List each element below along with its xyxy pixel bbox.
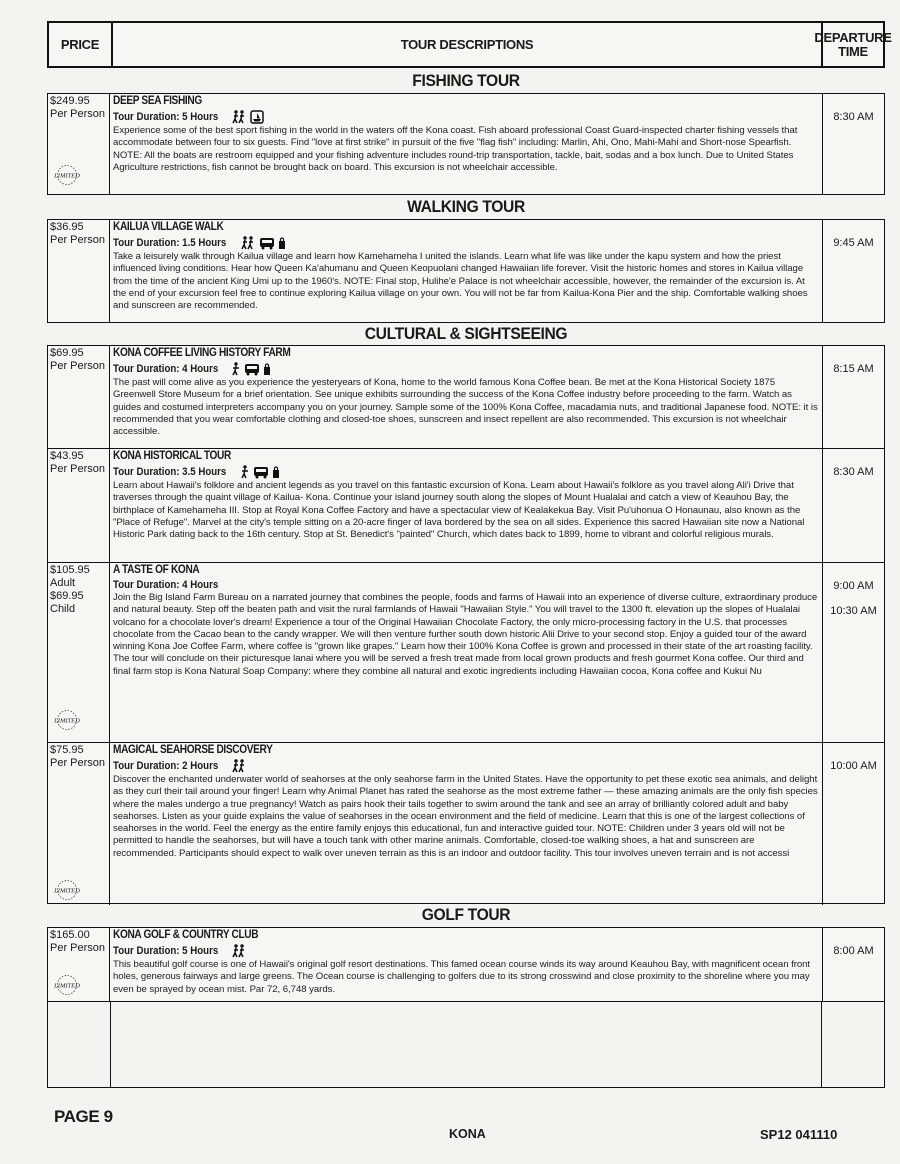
departure-cell — [822, 743, 884, 905]
section-title-walking: WALKING TOUR — [407, 197, 525, 216]
price-cell — [48, 220, 110, 322]
departure-time: 9:45 AM — [833, 237, 874, 249]
walking-icon — [231, 110, 247, 124]
tour-title: KONA HISTORICAL TOUR — [113, 450, 231, 462]
header-descriptions: TOUR DESCRIPTIONS — [113, 23, 823, 66]
golf-section — [47, 927, 885, 1002]
tour-row-kona-historical — [48, 448, 884, 562]
cultural-section — [47, 345, 885, 904]
tour-row-kona-coffee-farm — [48, 346, 884, 448]
bag-icon — [272, 465, 280, 479]
departure-cell — [822, 449, 884, 562]
departure-time: 9:00 AM — [833, 580, 874, 592]
section-title-cultural: CULTURAL & SIGHTSEEING — [364, 324, 568, 343]
departure-time: 10:00 AM — [830, 760, 877, 772]
duration-text: Tour Duration: 2 Hours — [113, 760, 219, 772]
tour-row-golf — [48, 928, 884, 1001]
limited-badge-text: LIMITED — [54, 717, 80, 725]
price-note: Per Person — [50, 942, 106, 954]
limited-badge-icon — [52, 879, 82, 901]
walking-icon — [231, 944, 247, 958]
bus-icon — [244, 362, 260, 376]
tour-description: Discover the enchanted underwater world of seahorses at the only seahorse farm in the United States. Have the opportunity to pet these exotic sea animals, and delight as they curl their tail around your finger! Learn why Animal Planet has rated the seahorse as the most extreme father — these amazing animals are the only fish species where the males undergo a true pregnancy! Watch as pairs hook their tails together to swim around the tank and see an array of brilliantly colored adult and baby seahorses. Listen as your guide explains the value of seahorses in the ocean environment and the field of medicine. Learn that this is one of the largest collections of seahorses in the world. Feel the energy as the entire family enjoys this educational, fun and interactive guided tour. NOTE: Children under 3 years old will not be permitted to handle the seahorses, but will have a touch tank with other marine animals. Comfortable, closed-toe walking shoes, a hat and sunscreen are recommended. Participants should expect to walk over uneven terrain as this is an indoor and outdoor facility. This tour involves uneven terrain and is not accessi — [113, 774, 818, 859]
price-cell — [48, 94, 110, 194]
bus-icon — [259, 236, 275, 250]
description-cell — [110, 346, 822, 448]
departure-cell — [822, 563, 884, 742]
duration-text: Tour Duration: 1.5 Hours — [113, 237, 227, 249]
tour-row-kailua-village-walk — [48, 220, 884, 322]
limited-badge-icon — [52, 164, 82, 186]
price-note: Per Person — [50, 360, 106, 372]
price-cell — [48, 563, 110, 742]
price-note: Per Person — [50, 463, 106, 475]
departure-cell — [822, 94, 884, 194]
tour-title: KONA COFFEE LIVING HISTORY FARM — [113, 347, 291, 359]
tour-title: KONA GOLF & COUNTRY CLUB — [113, 929, 259, 941]
empty-table-area — [47, 1002, 885, 1088]
description-cell — [110, 743, 822, 905]
limited-badge-icon — [52, 709, 82, 731]
walking-icon — [231, 362, 241, 376]
column-divider — [110, 1002, 111, 1087]
duration-text: Tour Duration: 5 Hours — [113, 111, 219, 123]
tour-duration — [113, 362, 819, 376]
departure-cell — [822, 928, 884, 1001]
catalog-code: SP12 041110 — [760, 1127, 838, 1142]
duration-text: Tour Duration: 4 Hours — [113, 579, 219, 591]
price-cell — [48, 346, 110, 448]
price-note-child: Child — [50, 603, 76, 615]
walking-section — [47, 219, 885, 323]
price-child: $69.95 — [50, 590, 84, 602]
fishing-section — [47, 93, 885, 195]
price: $43.95 — [50, 450, 84, 462]
price: $36.95 — [50, 221, 84, 233]
duration-text: Tour Duration: 5 Hours — [113, 945, 219, 957]
tour-description: Join the Big Island Farm Bureau on a narrated journey that combines the people, foods and farms of Hawaii into an experience of diverse culture, extraordinary produce and natural beauty. Step off the beaten path and visit the rural farmlands of Hawaii "Hawaiian Style." You will travel to the 1300 ft. elevation up the slopes of Hualalai volcano for a chocolate lover's dream! Experience a tour of the Original Hawaiian Chocolate Factory, the only micro-processing factory in the U.S. that processes chocolate from the Cacao bean to the candy wrapper. We will then venture further south down historic Alii Drive to your second stop. Enjoy a guided tour of the award winning Kona Joe Coffee Farm, where coffee is "grown like grapes." Learn how their 100% Kona Coffee is grown and processed in their state of the art roasting facility. The tour will conclude on their picturesque lanai where you will be served a fresh treat made from local grown products and fresh gourmet Kona coffee. Our third and final farm stop is Kona Natural Soap Company: where they combine all natural and exotic ingredients including Hawaiian cocoa, Kona coffee and Kukui Nu — [113, 592, 818, 677]
section-title-fishing: FISHING TOUR — [412, 71, 520, 90]
tour-row-taste-of-kona — [48, 562, 884, 742]
description-cell — [110, 220, 822, 322]
price-adult: $105.95 — [50, 564, 90, 576]
description-cell — [110, 563, 822, 742]
price: $75.95 — [50, 744, 84, 756]
tour-title: MAGICAL SEAHORSE DISCOVERY — [113, 744, 273, 756]
departure-time: 8:30 AM — [833, 466, 874, 478]
departure-time: 8:15 AM — [833, 363, 874, 375]
price: $165.00 — [50, 929, 90, 941]
departure-time: 8:30 AM — [833, 111, 874, 123]
page-number: PAGE 9 — [54, 1107, 113, 1126]
departure-cell — [822, 220, 884, 322]
description-cell — [110, 928, 822, 1001]
price-note: Per Person — [50, 108, 106, 120]
header-price: PRICE — [49, 23, 113, 66]
bus-icon — [253, 465, 269, 479]
tour-duration — [113, 465, 819, 479]
duration-text: Tour Duration: 4 Hours — [113, 363, 219, 375]
departure-time: 8:00 AM — [833, 945, 874, 957]
duration-text: Tour Duration: 3.5 Hours — [113, 466, 227, 478]
port-name: KONA — [449, 1127, 486, 1141]
limited-badge-text: LIMITED — [54, 982, 80, 990]
departure-cell — [822, 346, 884, 448]
tour-row-seahorse — [48, 742, 884, 905]
column-divider — [821, 1002, 822, 1087]
price-note-adult: Adult — [50, 577, 76, 589]
departure-time-2: 10:30 AM — [830, 605, 877, 617]
boat-icon — [250, 110, 264, 124]
tour-duration — [113, 579, 819, 591]
tour-duration — [113, 944, 819, 958]
tour-title: DEEP SEA FISHING — [113, 95, 202, 107]
description-cell — [110, 449, 822, 562]
tour-duration — [113, 236, 819, 250]
price-cell — [48, 449, 110, 562]
tour-title: A TASTE OF KONA — [113, 564, 200, 576]
tour-description: Take a leisurely walk through Kailua village and learn how Kamehameha I united the islands. Learn what life was like under the kapu system and how the priest influenced living conditions. Hear how Queen Ka'ahumanu and Queen Keopuolani changed Hawaiian life forever. Visit the historic homes and stores in Kailua village from the time of the ancient King Umi up to the 1960's. NOTE: Final stop, Hulihe'e Palace is not wheelchair accessible, however, the remainder of the excursion is. At the end of your excursion feel free to continue exploring Kailua village on your own. You will not be far from Kailua-Kona Pier and the ship. Comfortable walking shoes and sunscreen are recommended. — [113, 251, 808, 312]
price-note: Per Person — [50, 234, 106, 246]
price: $249.95 — [50, 95, 90, 107]
limited-badge-text: LIMITED — [54, 887, 80, 895]
limited-badge-icon — [52, 974, 82, 996]
tour-duration — [113, 759, 819, 773]
price-cell — [48, 928, 110, 1001]
walking-icon — [231, 759, 247, 773]
section-title-golf: GOLF TOUR — [421, 905, 511, 924]
bag-icon — [278, 236, 286, 250]
tour-description: The past will come alive as you experience the yesteryears of Kona, home to the world famous Kona Coffee bean. Be met at the Kona Historical Society 1875 Greenwell Store Museum for a brief orientation. See unique exhibits surrounding the success of the Kona Coffee industry before proceeding to the farm. Watch as guides and costumed interpreters accompany you on your journey. Sample some of the 100% Kona Coffee, macadamia nuts, and traditional Japanese food. NOTE: it is recommended that you wear comfortable clothing and closed-toe shoes, sunscreen and insect repellent are also recommended. This excursion is not wheelchair accessible. — [113, 377, 818, 438]
price-note: Per Person — [50, 757, 106, 769]
tour-duration — [113, 110, 819, 124]
price-cell — [48, 743, 110, 905]
tour-description: This beautiful golf course is one of Hawaii's original golf resort destinations. This famed ocean course winds its way around Keauhou Bay, with magnificent ocean front holes, generous fairways and large greens. The Ocean course is challenging to golfers due to its strong crosswind and close proximity to the shoreline where you may even be sprayed by ocean mist. Par 72, 6,748 yards. — [113, 959, 811, 995]
table-header — [47, 21, 892, 68]
header-departure-time: DEPARTURE TIME — [814, 29, 892, 59]
tour-description: Experience some of the best sport fishing in the world in the waters off the Kona coast. Fish aboard professional Coast Guard-inspected charter fishing vessels that accommodate between four to six guests. Find "love at first strike" in pursuit of the five "flag fish" including: Marlin, Ahi, Ono, Mahi-Mahi and Short-nose Spearfish. NOTE: All the boats are restroom equipped and your fishing adventure includes round-trip transportation, tackle, bait, sodas and a box lunch. Due to United States Agriculture restrictions, fish cannot be brought back on board. This excursion is not wheelchair accessible. — [113, 125, 798, 173]
price: $69.95 — [50, 347, 84, 359]
bag-icon — [263, 362, 271, 376]
tour-row-deep-sea-fishing — [48, 94, 884, 194]
tour-description: Learn about Hawaii's folklore and ancient legends as you travel on this fantastic excursion of Kona. Learn about Hawaii's folklore as you travel along Ali'i Drive that traverses through the quaint village of Kailua- Kona. Continue your island journey south along the slopes of Mount Hualalai and catch a view of Keauhou Bay, the birthplace of Kamehameha III. Stop at Royal Kona Coffee Factory and have a spectacular view of Kealakekua Bay. Visit Pu'uhonua O Honaunau, also known as the "Place of Refuge". Marvel at the city's temple sitting on a 20-acre finger of lava bordered by the sea on all sides. Experience this sacred Hawaiian site now a National Historic Park dating back to the 16th century. Stop at St. Benedict's "painted" Church, which dates back to 1899, home to vibrant and colorful religious murals. — [113, 480, 805, 541]
tour-title: KAILUA VILLAGE WALK — [113, 221, 224, 233]
limited-badge-text: LIMITED — [54, 172, 80, 180]
description-cell — [110, 94, 822, 194]
walking-icon — [240, 236, 256, 250]
walking-icon — [240, 465, 250, 479]
